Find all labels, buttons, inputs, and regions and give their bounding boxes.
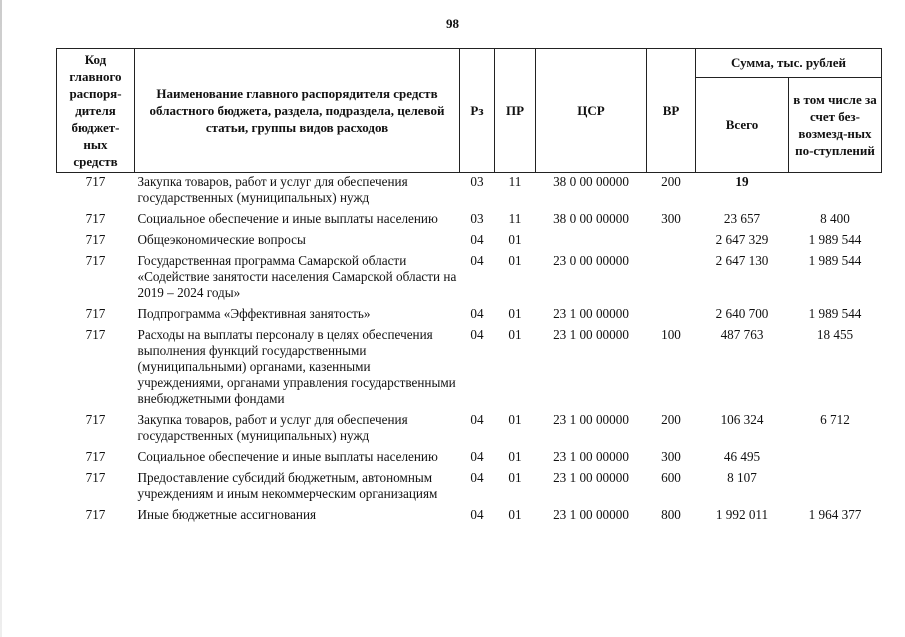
cell-vr: 800 (661, 507, 681, 522)
cell-code: 717 (85, 327, 106, 342)
cell-total: 1 992 011 (715, 507, 769, 522)
header-csr: ЦСР (536, 49, 647, 173)
cell-pr: 11 (508, 174, 522, 189)
cell-csr: 23 1 00 00000 (553, 449, 629, 464)
table-row (57, 210, 882, 231)
cell-free: 1 989 544 (808, 232, 862, 247)
cell-code: 717 (85, 449, 106, 464)
cell-vr: 300 (661, 211, 681, 226)
cell-name: Социальное обеспечение и иные выплаты населению (137, 449, 438, 464)
table-row (57, 305, 882, 326)
cell-name: Предоставление субсидий бюджетным, автономным учреждениям и иным некоммерческим организациям (137, 470, 438, 501)
budget-table (56, 48, 882, 527)
cell-free: 6 712 (820, 412, 850, 427)
cell-total: 19 (735, 174, 749, 189)
cell-csr: 23 1 00 00000 (553, 470, 629, 485)
cell-pr: 01 (508, 306, 522, 321)
cell-total: 23 657 (723, 211, 761, 226)
cell-total: 487 763 (720, 327, 764, 342)
header-vr: ВР (647, 49, 696, 173)
cell-rz: 04 (470, 470, 484, 485)
cell-vr: 100 (661, 327, 681, 342)
cell-free (789, 173, 882, 211)
cell-name: Общеэкономические вопросы (137, 232, 306, 247)
header-pr: ПР (495, 49, 536, 173)
cell-rz: 04 (470, 449, 484, 464)
cell-rz: 04 (470, 507, 484, 522)
cell-vr (647, 305, 696, 326)
header-code: Код главного распоря-дителя бюджет-ных средств (57, 49, 135, 173)
cell-total: 2 647 130 (715, 253, 769, 268)
cell-rz: 04 (470, 232, 484, 247)
cell-csr: 23 1 00 00000 (553, 507, 629, 522)
cell-code: 717 (85, 253, 106, 268)
cell-vr: 200 (661, 412, 681, 427)
cell-pr: 01 (508, 253, 522, 268)
cell-code: 717 (85, 211, 106, 226)
cell-rz: 03 (470, 174, 484, 189)
cell-free: 8 400 (820, 211, 850, 226)
table-row (57, 448, 882, 469)
cell-vr (647, 252, 696, 305)
cell-free: 1 964 377 (808, 507, 862, 522)
cell-csr: 38 0 00 00000 (553, 174, 629, 189)
cell-pr: 11 (508, 211, 522, 226)
table-body (57, 173, 882, 528)
cell-pr: 01 (508, 507, 522, 522)
cell-total: 106 324 (720, 412, 764, 427)
header-name: Наименование главного распорядителя средств областного бюджета, раздела, подраздела, целевой статьи, группы видов расходов (135, 49, 460, 173)
cell-pr: 01 (508, 470, 522, 485)
cell-name: Закупка товаров, работ и услуг для обеспечения государственных (муниципальных) нужд (137, 412, 408, 443)
cell-vr: 600 (661, 470, 681, 485)
scan-edge (0, 0, 2, 637)
table-row (57, 173, 882, 211)
cell-pr: 01 (508, 232, 522, 247)
cell-total: 46 495 (723, 449, 761, 464)
table-row (57, 326, 882, 411)
cell-csr (536, 231, 647, 252)
cell-rz: 04 (470, 327, 484, 342)
cell-free: 1 989 544 (808, 306, 862, 321)
cell-free: 1 989 544 (808, 253, 862, 268)
cell-csr: 23 1 00 00000 (553, 327, 629, 342)
cell-csr: 23 0 00 00000 (553, 253, 629, 268)
cell-rz: 04 (470, 253, 484, 268)
cell-csr: 38 0 00 00000 (553, 211, 629, 226)
table-row (57, 411, 882, 448)
header-free: в том числе за счет без-возмезд-ных по-ступлений (789, 77, 882, 172)
cell-pr: 01 (508, 412, 522, 427)
cell-name: Подпрограмма «Эффективная занятость» (137, 306, 371, 321)
cell-code: 717 (85, 174, 106, 189)
cell-total: 8 107 (727, 470, 757, 485)
cell-csr: 23 1 00 00000 (553, 306, 629, 321)
table-header (57, 49, 882, 173)
cell-name: Социальное обеспечение и иные выплаты населению (137, 211, 438, 226)
cell-free: 18 455 (816, 327, 854, 342)
cell-free (789, 469, 882, 506)
cell-name: Закупка товаров, работ и услуг для обеспечения государственных (муниципальных) нужд (137, 174, 408, 205)
cell-code: 717 (85, 232, 106, 247)
cell-rz: 04 (470, 412, 484, 427)
page-number: 98 (446, 16, 459, 31)
cell-code: 717 (85, 507, 106, 522)
header-sum: Сумма, тыс. рублей (696, 49, 882, 78)
cell-name: Иные бюджетные ассигнования (137, 507, 317, 522)
table-row (57, 506, 882, 527)
cell-vr: 300 (661, 449, 681, 464)
cell-code: 717 (85, 470, 106, 485)
table-row (57, 231, 882, 252)
cell-vr: 200 (661, 174, 681, 189)
cell-total: 2 647 329 (715, 232, 769, 247)
cell-rz: 03 (470, 211, 484, 226)
cell-name: Государственная программа Самарской области «Содействие занятости населения Самарской области на 2019 – 2024 годы» (137, 253, 457, 300)
cell-code: 717 (85, 412, 106, 427)
table-row (57, 252, 882, 305)
cell-code: 717 (85, 306, 106, 321)
cell-rz: 04 (470, 306, 484, 321)
cell-total: 2 640 700 (715, 306, 769, 321)
cell-pr: 01 (508, 327, 522, 342)
header-total: Всего (696, 77, 789, 172)
cell-free (789, 448, 882, 469)
header-rz: Рз (460, 49, 495, 173)
cell-pr: 01 (508, 449, 522, 464)
cell-vr (647, 231, 696, 252)
cell-name: Расходы на выплаты персоналу в целях обеспечения выполнения функций государственными (муниципальными) органами, казенными учреждениями, органами управления государственными внебюджетными фондами (137, 327, 456, 406)
cell-csr: 23 1 00 00000 (553, 412, 629, 427)
table-row (57, 469, 882, 506)
